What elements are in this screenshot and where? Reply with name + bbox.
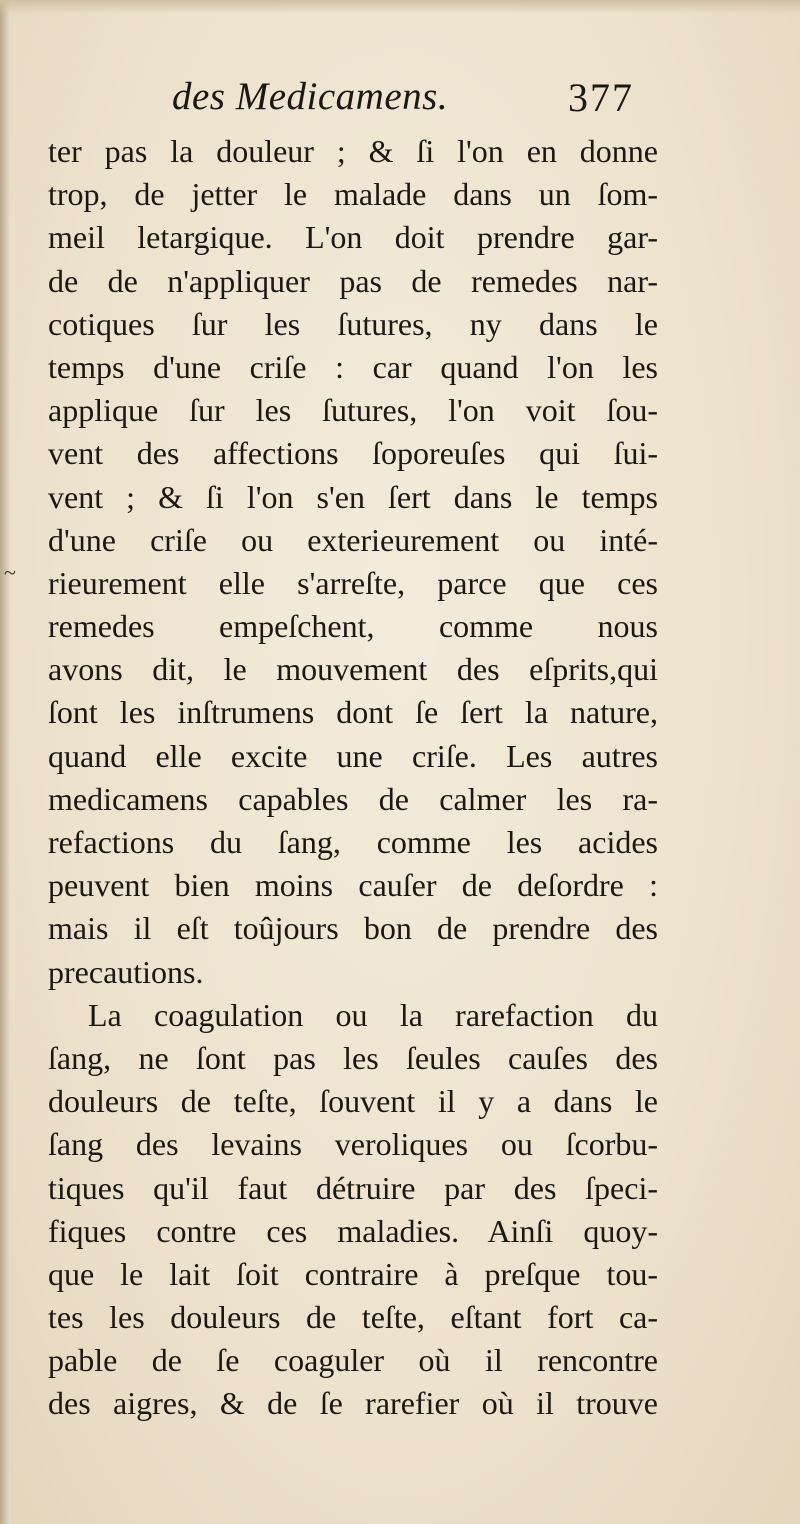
text-line: ſont les inſtrumens dont ſe ſert la nature, [48,694,658,731]
text-line: refactions du ſang, comme les acides [48,824,658,860]
text-line: La coagulation ou la rarefaction du [88,996,658,1033]
text-line: d'une criſe ou exterieurement ou inté- [48,521,658,558]
body-text [48,130,658,1426]
page-number: 377 [568,75,634,120]
text-line: de de n'appliquer pas de remedes nar- [48,262,658,299]
text-line: ſang des levains veroliques ou ſcorbu- [48,1126,658,1163]
text-line: tes les douleurs de teſte, eſtant fort ca- [48,1299,658,1336]
text-line: vent des affections ſoporeuſes qui ſui- [48,435,658,472]
text-line: avons dit, le mouvement des eſprits,qui [48,651,658,688]
text-line: applique ſur les ſutures, l'on voit ſou- [48,392,658,429]
running-title: des Medicamens. [172,75,449,118]
running-head [0,74,800,124]
text-line: temps d'une criſe : car quand l'on les [48,348,658,385]
text-line: peuvent bien moins cauſer de deſordre : [48,867,658,904]
text-line: rieurement elle s'arreſte, parce que ces [48,564,658,601]
text-line: cotiques ſur les ſutures, ny dans le [48,305,658,342]
text-line: tiques qu'il faut détruire par des ſpeci- [48,1169,658,1206]
text-line: ſang, ne ſont pas les ſeules cauſes des [48,1039,658,1076]
text-line: quand elle excite une criſe. Les autres [48,737,658,774]
text-line: que le lait ſoit contraire à preſque tou- [48,1255,658,1292]
margin-mark: ~ [4,560,16,585]
text-line: medicamens capables de calmer les ra- [48,780,658,817]
text-line: douleurs de teſte, ſouvent il y a dans le [48,1083,658,1120]
text-line: ter pas la douleur ; & ſi l'on en donne [48,133,658,169]
text-line: mais il eſt toûjours bon de prendre des [48,910,658,947]
text-line: precautions. [48,953,204,990]
text-line: pable de ſe coaguler où il rencontre [48,1342,658,1379]
text-line: des aigres, & de ſe rarefier où il trouve [48,1385,658,1422]
text-line: vent ; & ſi l'on s'en ſert dans le temps [48,478,658,515]
text-line: meil letargique. L'on doit prendre gar- [48,219,658,256]
text-line: fiques contre ces maladies. Ainſi quoy- [48,1212,658,1249]
text-line: remedes empeſchent, comme nous [48,608,658,645]
text-line: trop, de jetter le malade dans un ſom- [48,176,658,213]
binding-shadow [0,0,10,1524]
page-top-edge [0,0,800,14]
